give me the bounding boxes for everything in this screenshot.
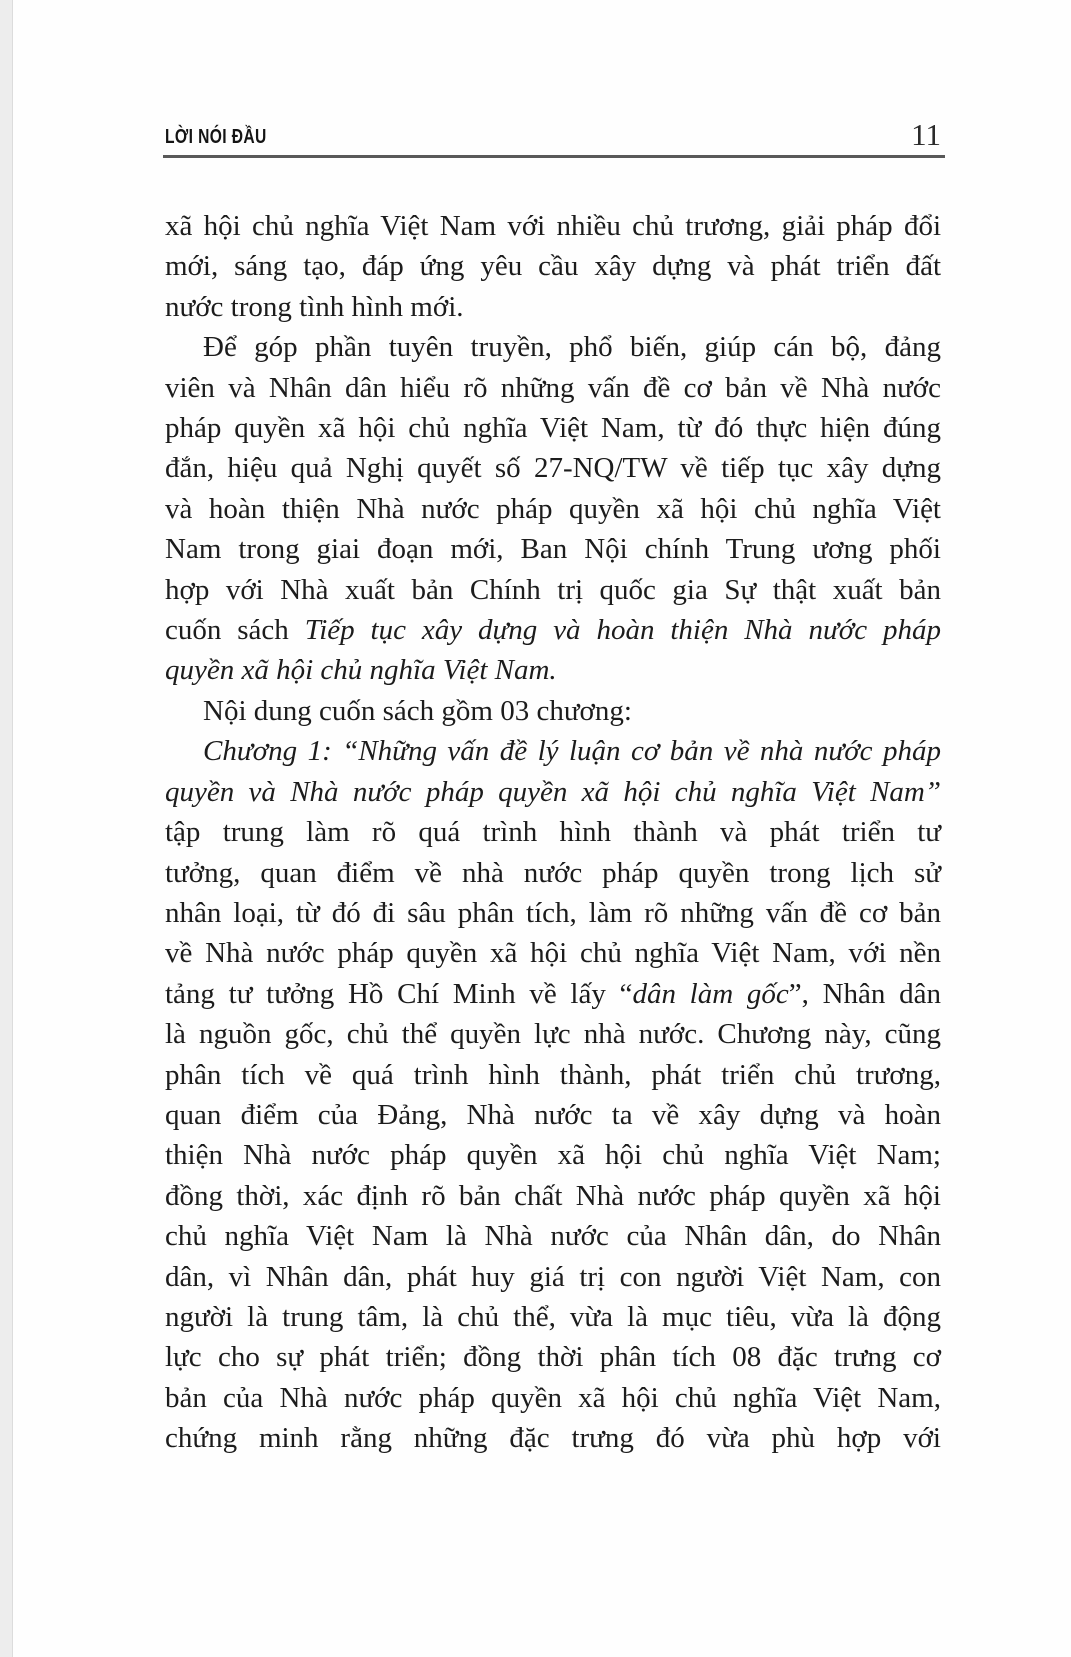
text-line xyxy=(165,1216,941,1256)
text-line xyxy=(165,974,941,1014)
text-line xyxy=(165,327,941,367)
text-line xyxy=(165,1176,941,1216)
book-title-segment: quyền xã hội chủ nghĩa Việt Nam. xyxy=(165,654,557,687)
chapter-title-segment: quyền và Nhà nước pháp quyền xã hội chủ nghĩa Việt Nam” xyxy=(165,775,941,808)
text-line xyxy=(165,368,941,408)
text-segment: cuốn sách xyxy=(165,614,305,647)
text-line xyxy=(165,1337,941,1377)
text-segment: pháp quyền xã hội chủ nghĩa Việt Nam, từ đó thực hiện đúng xyxy=(165,412,941,445)
text-segment: người là trung tâm, là chủ thể, vừa là mục tiêu, vừa là động xyxy=(165,1300,941,1333)
header-rule xyxy=(163,155,945,158)
text-segment: nước trong tình hình mới. xyxy=(165,290,464,323)
text-segment: và hoàn thiện Nhà nước pháp quyền xã hội chủ nghĩa Việt xyxy=(165,492,941,525)
text-segment: xã hội chủ nghĩa Việt Nam với nhiều chủ trương, giải pháp đổi xyxy=(165,210,941,242)
text-line xyxy=(165,933,941,973)
text-segment: Nam trong giai đoạn mới, Ban Nội chính Trung ương phối xyxy=(165,533,941,566)
text-segment: nhân loại, từ đó đi sâu phân tích, làm rõ những vấn đề cơ bản xyxy=(165,896,941,929)
text-segment: ”, Nhân dân xyxy=(788,977,941,1010)
text-line xyxy=(165,1135,941,1175)
text-segment: đắn, hiệu quả Nghị quyết số 27-NQ/TW về tiếp tục xây dựng xyxy=(165,452,941,485)
text-line xyxy=(165,246,941,286)
text-line xyxy=(165,1418,941,1458)
text-line xyxy=(165,448,941,488)
text-line xyxy=(165,812,941,852)
text-segment: dân, vì Nhân dân, phát huy giá trị con người Việt Nam, con xyxy=(165,1260,941,1293)
text-line xyxy=(165,853,941,893)
page-number: 11 xyxy=(911,117,941,152)
text-line xyxy=(165,408,941,448)
text-line xyxy=(165,1014,941,1054)
text-line xyxy=(165,691,941,731)
text-segment: quan điểm của Đảng, Nhà nước ta về xây dựng và hoàn xyxy=(165,1098,941,1131)
body-text xyxy=(165,206,941,1459)
text-line xyxy=(165,610,941,650)
text-line xyxy=(165,1297,941,1337)
quoted-phrase-segment: dân làm gốc xyxy=(632,977,789,1010)
text-line xyxy=(165,1055,941,1095)
text-segment: Để góp phần tuyên truyền, phổ biến, giúp cán bộ, đảng xyxy=(203,331,941,364)
text-line xyxy=(165,772,941,812)
text-line xyxy=(165,287,941,327)
text-segment: bản của Nhà nước pháp quyền xã hội chủ nghĩa Việt Nam, xyxy=(165,1381,941,1414)
chapter-title-segment: Chương 1: “Những vấn đề lý luận cơ bản về nhà nước pháp xyxy=(203,735,941,768)
text-line xyxy=(165,1095,941,1135)
text-segment: chủ nghĩa Việt Nam là Nhà nước của Nhân dân, do Nhân xyxy=(165,1220,941,1253)
page-edge-strip xyxy=(0,0,13,1657)
text-line xyxy=(165,489,941,529)
text-segment: mới, sáng tạo, đáp ứng yêu cầu xây dựng và phát triển đất xyxy=(165,250,941,283)
text-segment: là nguồn gốc, chủ thể quyền lực nhà nước. Chương này, cũng xyxy=(165,1018,941,1051)
text-line xyxy=(165,570,941,610)
text-segment: phân tích về quá trình hình thành, phát triển chủ trương, xyxy=(165,1058,941,1091)
text-segment: viên và Nhân dân hiểu rõ những vấn đề cơ bản về Nhà nước xyxy=(165,371,941,404)
text-segment: hợp với Nhà xuất bản Chính trị quốc gia Sự thật xuất bản xyxy=(165,573,941,606)
text-line xyxy=(165,893,941,933)
text-segment: tảng tư tưởng Hồ Chí Minh về lấy “ xyxy=(165,977,633,1010)
text-segment: tưởng, quan điểm về nhà nước pháp quyền trong lịch sử xyxy=(165,856,941,889)
text-segment: tập trung làm rõ quá trình hình thành và phát triển tư xyxy=(165,816,941,849)
book-title-segment: Tiếp tục xây dựng và hoàn thiện Nhà nước pháp xyxy=(304,614,942,647)
text-line xyxy=(165,1378,941,1418)
running-header-title: LỜI NÓI ĐẦU xyxy=(165,126,267,148)
text-segment: lực cho sự phát triển; đồng thời phân tích 08 đặc trưng cơ xyxy=(165,1341,941,1374)
text-line xyxy=(165,650,941,690)
text-segment: đồng thời, xác định rõ bản chất Nhà nước pháp quyền xã hội xyxy=(165,1179,941,1212)
text-line xyxy=(165,731,941,771)
text-line xyxy=(165,1257,941,1297)
text-line xyxy=(165,206,941,246)
text-line xyxy=(165,529,941,569)
text-segment: Nội dung cuốn sách gồm 03 chương: xyxy=(203,694,632,727)
text-segment: về Nhà nước pháp quyền xã hội chủ nghĩa Việt Nam, với nền xyxy=(165,937,941,970)
text-segment: thiện Nhà nước pháp quyền xã hội chủ nghĩa Việt Nam; xyxy=(165,1139,941,1172)
text-segment: chứng minh rằng những đặc trưng đó vừa phù hợp với xyxy=(165,1422,941,1455)
